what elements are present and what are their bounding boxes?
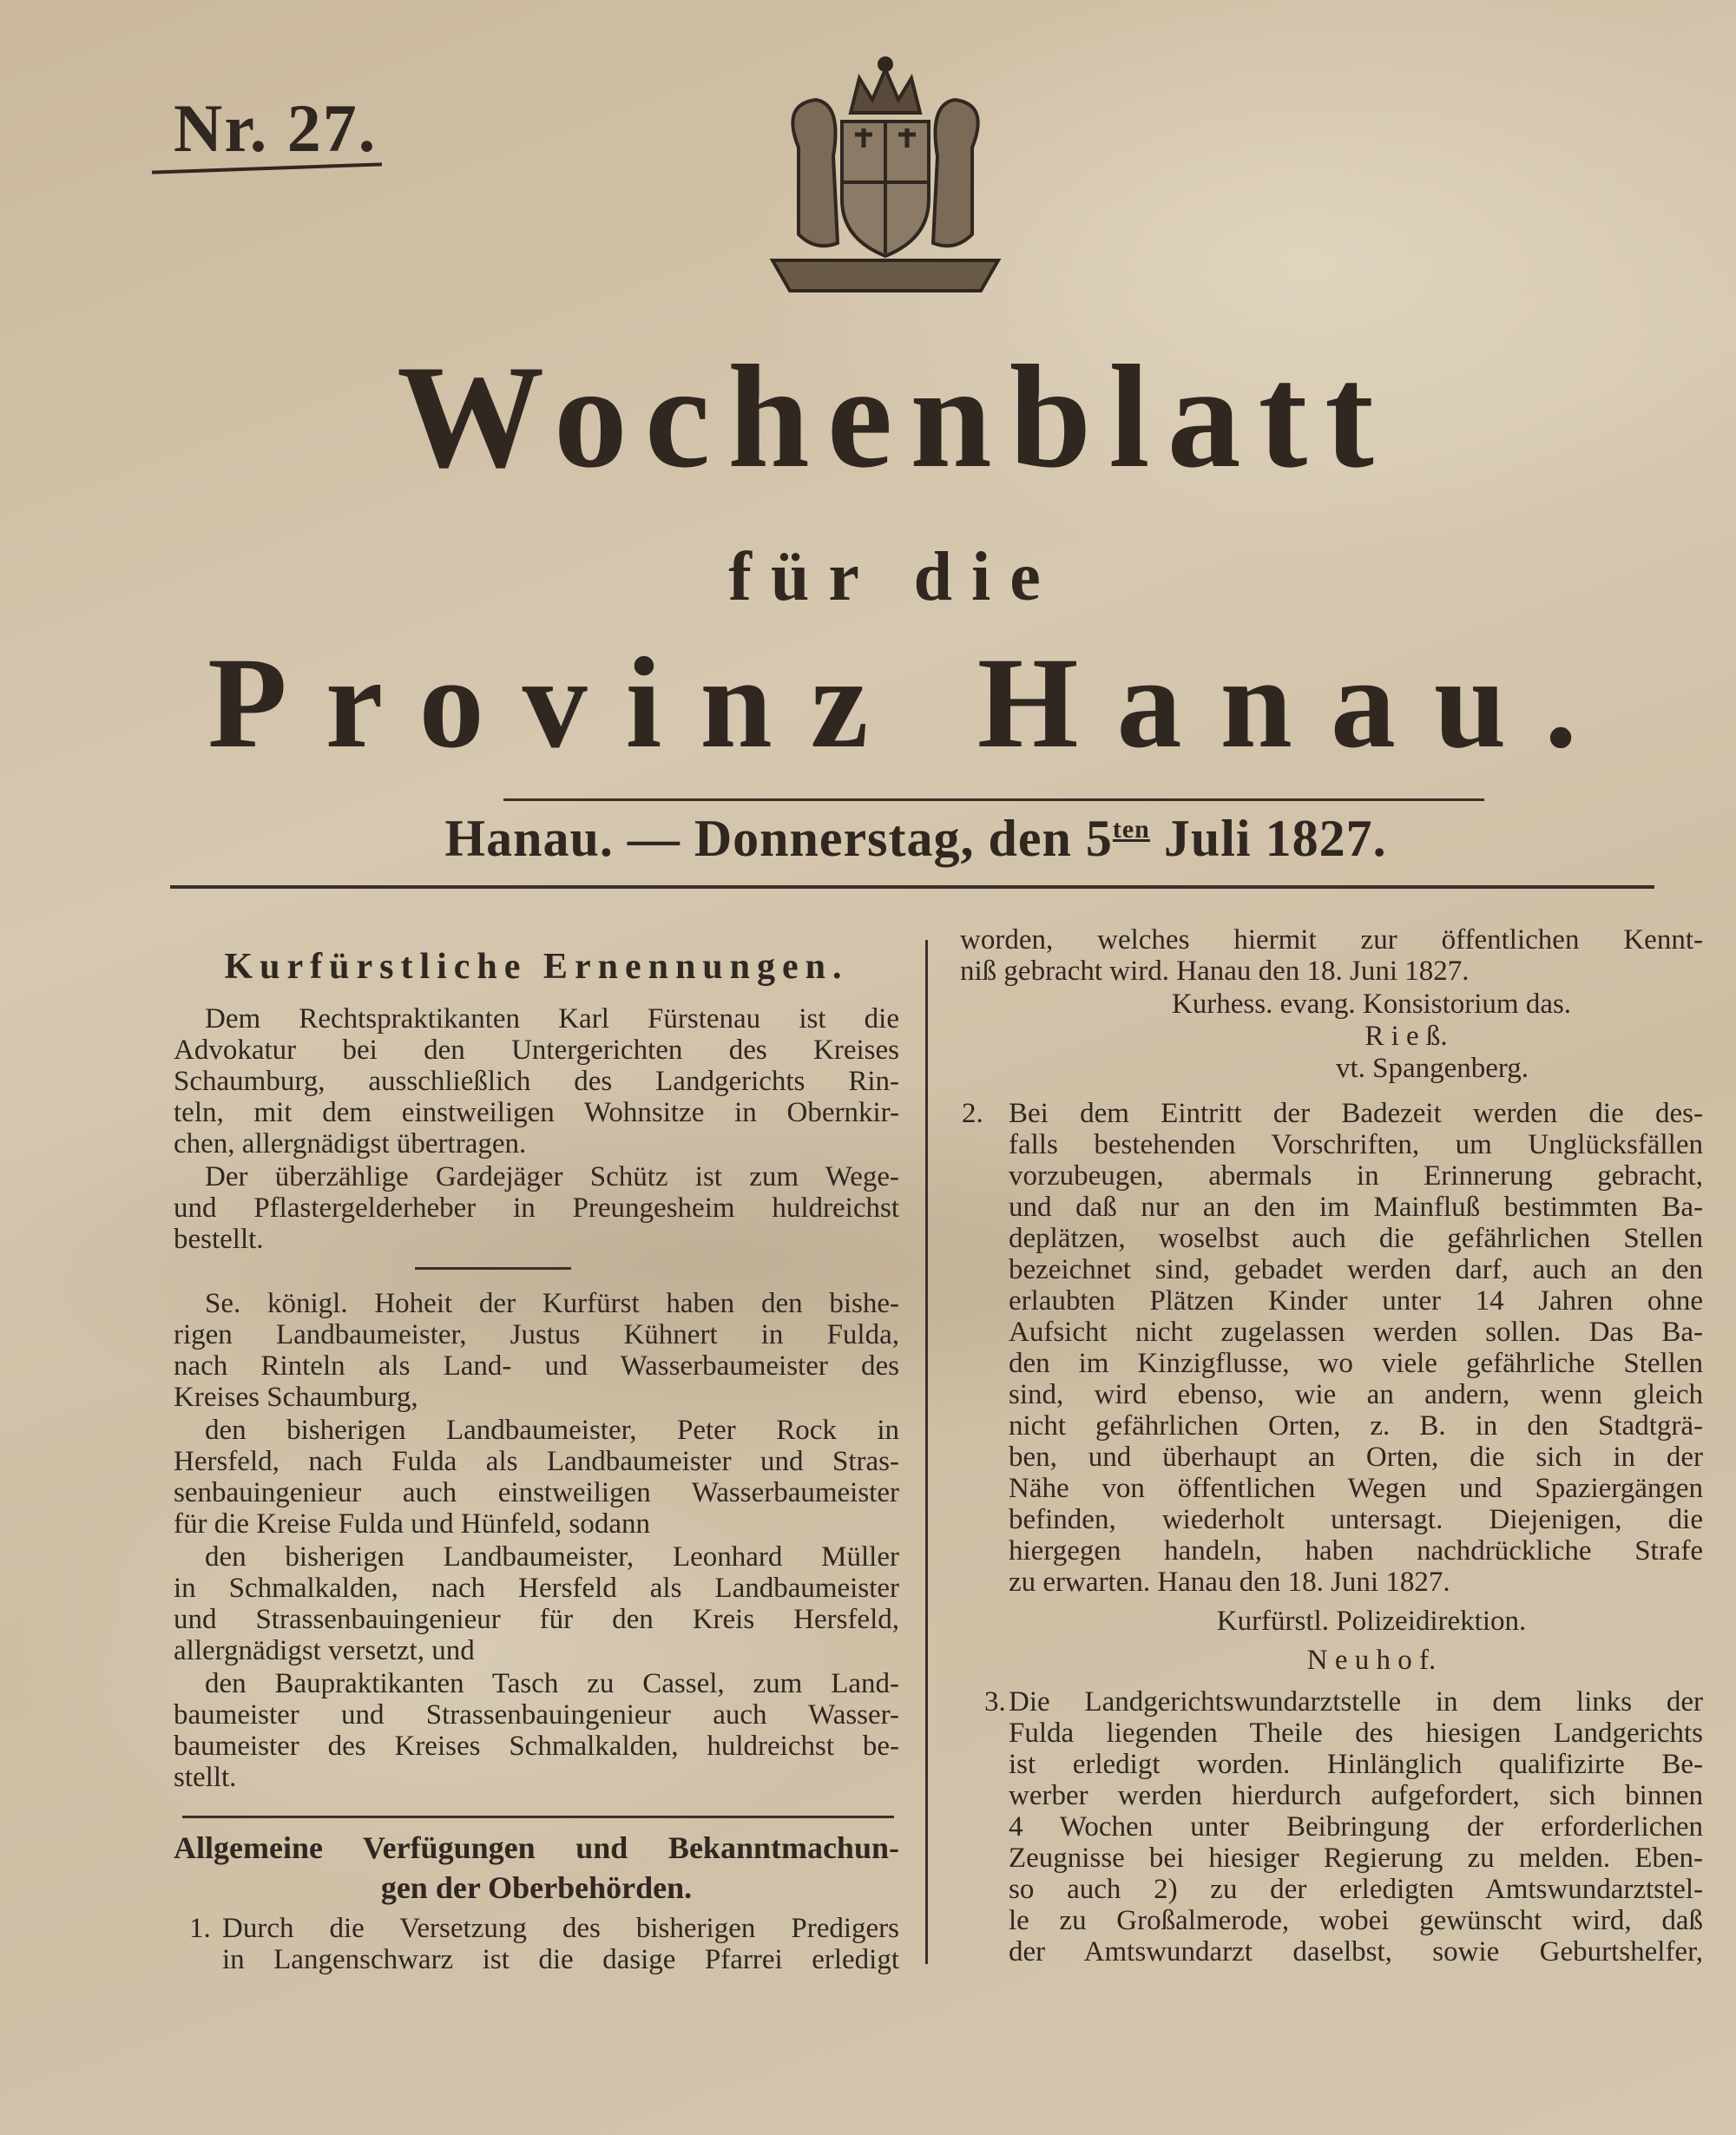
- item-body: [960, 1098, 1703, 1598]
- date-line: [286, 811, 1545, 865]
- date-prefix: Hanau. — Donnerstag, den 5: [444, 810, 1113, 867]
- text-line: falls bestehenden Vorschriften, um Unglücksfällen: [1009, 1129, 1703, 1160]
- item-number: 1.: [189, 1913, 211, 1944]
- text-line: bezeichnet sind, gebadet werden darf, auch an den: [1009, 1254, 1703, 1285]
- newspaper-subtitle: für die: [728, 539, 1060, 615]
- coat-of-arms-icon: [746, 52, 1024, 304]
- text-line: befinden, wiederholt untersagt. Diejenigen, die: [1009, 1504, 1703, 1535]
- text-line: Fulda liegenden Theile des hiesigen Landgerichts: [1009, 1718, 1703, 1749]
- newspaper-title: Wochenblatt: [397, 335, 1391, 498]
- signature-police: Kurfürstl. Polizeidirektion.: [1216, 1606, 1527, 1637]
- signature-vt: vt. Spangenberg.: [1335, 1053, 1529, 1084]
- item-2: [960, 1098, 1703, 1598]
- heading-verfuegungen: [174, 1828, 899, 1908]
- item-3: [960, 1686, 1703, 1967]
- text-line: Die Landgerichtswundarztstelle in dem links der: [1009, 1686, 1703, 1718]
- text-line: Bei dem Eintritt der Badezeit werden die des-: [1009, 1098, 1703, 1129]
- item-1: [174, 1913, 899, 1975]
- paragraph: [174, 1161, 899, 1255]
- text-line: teln, mit dem einstweiligen Wohnsitze in Obernkir-: [174, 1097, 899, 1128]
- heading-line: gen der Oberbehörden.: [380, 1870, 693, 1905]
- paragraph: [174, 1288, 899, 1413]
- text-line: chen, allergnädigst übertragen.: [174, 1128, 527, 1159]
- text-line: und daß nur an den im Mainfluß bestimmten Ba-: [1009, 1192, 1703, 1223]
- text-line: worden, welches hiermit zur öffentlichen Kennt-: [960, 924, 1703, 956]
- heading-ernennungen: Kurfürstliche Ernennungen.: [224, 947, 849, 987]
- text-line: und Strassenbauingenieur für den Kreis Hersfeld,: [174, 1604, 899, 1635]
- text-line: nicht gefährlichen Orten, z. B. in den Stadtgrä-: [1009, 1410, 1703, 1442]
- text-line: deplätzen, woselbst auch die gefährlichen Stellen: [1009, 1223, 1703, 1254]
- separator: [182, 1816, 894, 1818]
- text-line: Kreises Schaumburg,: [174, 1382, 418, 1413]
- date-sup: ten: [1112, 815, 1150, 844]
- text-line: in Schmalkalden, nach Hersfeld als Landbaumeister: [174, 1573, 899, 1604]
- text-line: nach Rinteln als Land- und Wasserbaumeister des: [174, 1350, 899, 1382]
- text-line: allergnädigst versetzt, und: [174, 1635, 475, 1666]
- signature-name: R i e ß.: [1364, 1021, 1448, 1052]
- rule-above-date: [503, 798, 1484, 801]
- text-line: Der überzählige Gardejäger Schütz ist zum Wege-: [205, 1161, 899, 1192]
- rule-below-date: [170, 885, 1654, 889]
- text-line: vorzubeugen, abermals in Erinnerung gebracht,: [1009, 1160, 1703, 1192]
- item-number: 3.: [984, 1686, 1006, 1718]
- text-line: 4 Wochen unter Beibringung der erforderlichen: [1009, 1811, 1703, 1843]
- item-body: [174, 1913, 899, 1975]
- text-line: in Langenschwarz ist die dasige Pfarrei erledigt: [222, 1944, 899, 1975]
- text-line: Zeugnisse bei hiesiger Regierung zu melden. Eben-: [1009, 1843, 1703, 1874]
- heading-line: Allgemeine Verfügungen und Bekanntmachun-: [174, 1830, 899, 1865]
- text-line: Dem Rechtspraktikanten Karl Fürstenau ist die: [205, 1003, 899, 1035]
- text-line: Aufsicht nicht zugelassen werden sollen. Das Ba-: [1009, 1317, 1703, 1348]
- text-line: Nähe von öffentlichen Wegen und Spaziergängen: [1009, 1473, 1703, 1504]
- item-body: [960, 1686, 1703, 1967]
- text-line: rigen Landbaumeister, Justus Kühnert in Fulda,: [174, 1319, 899, 1350]
- text-line: und Pflastergelderheber in Preungesheim huldreichst: [174, 1192, 899, 1224]
- text-line: zu erwarten. Hanau den 18. Juni 1827.: [1009, 1567, 1450, 1598]
- text-line: baumeister des Kreises Schmalkalden, huldreichst be-: [174, 1731, 899, 1762]
- place-heading: N e u h o f.: [1306, 1645, 1437, 1676]
- text-line: den bisherigen Landbaumeister, Peter Rock in: [205, 1415, 899, 1446]
- date-suffix: Juli 1827.: [1149, 810, 1387, 867]
- text-line: le zu Großalmerode, wobei gewünscht wird, daß: [1009, 1905, 1703, 1936]
- text-line: ist erledigt worden. Hinlänglich qualifizirte Be-: [1009, 1749, 1703, 1780]
- text-line: den im Kinzigflusse, wo viele gefährliche Stellen: [1009, 1348, 1703, 1379]
- text-line: baumeister und Strassenbauingenieur auch Wasser-: [174, 1699, 899, 1731]
- text-line: den Baupraktikanten Tasch zu Cassel, zum Land-: [205, 1668, 899, 1699]
- column-divider: [925, 940, 928, 1964]
- text-line: Schaumburg, ausschließlich des Landgerichts Rin-: [174, 1066, 899, 1097]
- text-line: den bisherigen Landbaumeister, Leonhard Müller: [205, 1541, 899, 1573]
- separator: [415, 1267, 571, 1270]
- text-line: Se. königl. Hoheit der Kurfürst haben den bishe-: [205, 1288, 899, 1319]
- newspaper-province: Provinz Hanau.: [207, 631, 1615, 775]
- text-line: hiergegen handeln, haben nachdrückliche Strafe: [1009, 1535, 1703, 1567]
- paragraph: [174, 1541, 899, 1666]
- text-line: senbauingenieur auch einstweiligen Wasserbaumeister: [174, 1477, 899, 1508]
- text-line: Durch die Versetzung des bisherigen Predigers: [222, 1913, 899, 1944]
- paragraph: [174, 1003, 899, 1159]
- signature-consistory: Kurhess. evang. Konsistorium das.: [1171, 989, 1572, 1020]
- text-line: werber werden hierdurch aufgefordert, sich binnen: [1009, 1780, 1703, 1811]
- text-line: stellt.: [174, 1762, 237, 1793]
- paragraph: [174, 1415, 899, 1540]
- text-line: für die Kreise Fulda und Hünfeld, sodann: [174, 1508, 650, 1540]
- text-line: sind, wird ebenso, wie an andern, wenn gleich: [1009, 1379, 1703, 1410]
- text-line: der Amtswundarzt daselbst, sowie Geburtshelfer,: [1009, 1936, 1703, 1967]
- item-number: 2.: [962, 1098, 983, 1129]
- text-line: bestellt.: [174, 1224, 264, 1255]
- text-line: ben, und überhaupt an Orten, die sich in der: [1009, 1442, 1703, 1473]
- text-line: Advokatur bei den Untergerichten des Kreises: [174, 1035, 899, 1066]
- paragraph: [960, 924, 1703, 987]
- text-line: Hersfeld, nach Fulda als Landbaumeister und Stras-: [174, 1446, 899, 1477]
- paragraph: [174, 1668, 899, 1793]
- text-line: so auch 2) zu der erledigten Amtswundarztstel-: [1009, 1874, 1703, 1905]
- text-line: erlaubten Plätzen Kinder unter 14 Jahren ohne: [1009, 1285, 1703, 1317]
- text-line: niß gebracht wird. Hanau den 18. Juni 1827.: [960, 956, 1470, 987]
- issue-number: Nr. 27.: [174, 90, 378, 166]
